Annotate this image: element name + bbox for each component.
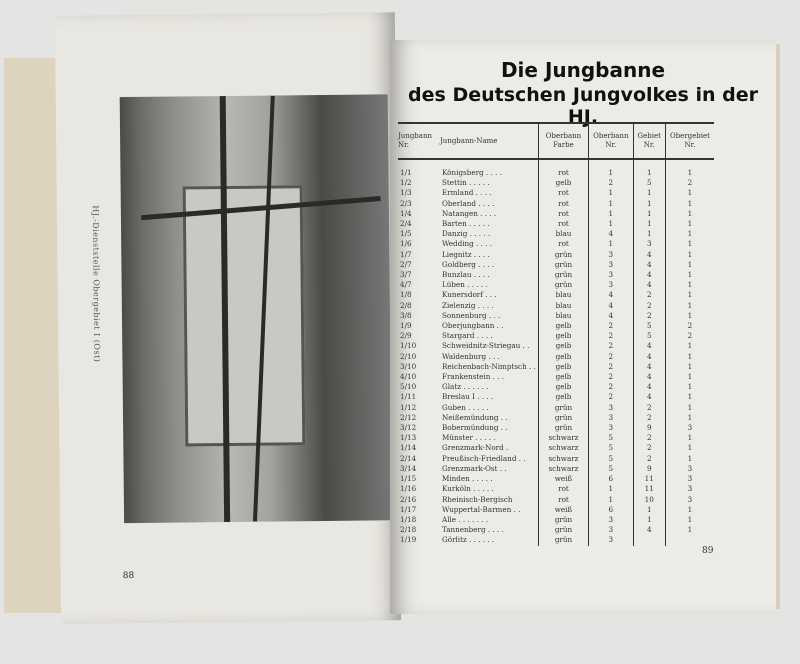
table-cell: rot (538, 219, 588, 229)
table-row (398, 341, 714, 351)
table-cell: 1/11 (400, 392, 417, 402)
table-cell: Waldenburg . . . (442, 351, 500, 361)
table-cell: 4 (589, 229, 633, 239)
table-cell: 2 (633, 403, 665, 413)
table-cell: 4/7 (400, 280, 412, 290)
table-cell: gelb (538, 392, 588, 402)
column-header: Gebiet Nr. (633, 123, 665, 159)
table-row (398, 188, 714, 198)
table-row (398, 474, 714, 484)
table-row (398, 219, 714, 229)
table-cell: 2 (589, 331, 633, 341)
table-cell: 1/19 (400, 535, 417, 545)
table-row (398, 159, 714, 178)
table-cell: 4 (589, 301, 633, 311)
table-row (398, 362, 714, 372)
table-cell: 5 (589, 454, 633, 464)
building-photo (120, 94, 392, 523)
table-cell: 4 (633, 341, 665, 351)
table-cell: 1 (665, 352, 714, 362)
table-cell: 1/18 (400, 514, 417, 524)
table-cell: 1 (665, 290, 714, 300)
table-cell: 3 (589, 413, 633, 423)
table-cell: Wuppertal-Barmen . . (442, 504, 521, 514)
table-cell: grün (538, 280, 588, 290)
table-cell: 3 (665, 464, 714, 474)
table-cell: schwarz (538, 464, 588, 474)
table-cell: 2/8 (400, 300, 412, 310)
table-cell: 2 (589, 178, 633, 188)
table-cell: 3/14 (400, 463, 417, 473)
table-row (398, 495, 714, 505)
table-cell: 1 (665, 188, 714, 198)
table-cell: 1/14 (400, 443, 417, 453)
table-cell: 4 (633, 280, 665, 290)
table-cell: 1 (665, 392, 714, 402)
table-cell: 6 (589, 474, 633, 484)
table-cell: 1/8 (400, 290, 412, 300)
page-number: 89 (702, 546, 714, 556)
table-cell: 3/8 (400, 310, 412, 320)
table-cell: 3 (589, 270, 633, 280)
table-cell: 3 (589, 423, 633, 433)
table-cell: 3 (665, 423, 714, 433)
table-cell: 3 (589, 535, 633, 545)
table-cell: 3 (665, 474, 714, 484)
table-cell: Kunersdorf . . . (442, 290, 497, 300)
table-row (398, 413, 714, 423)
table-cell: 1 (665, 280, 714, 290)
table-cell: gelb (538, 178, 588, 188)
jungbanne-table (398, 122, 714, 546)
table-cell: blau (538, 311, 588, 321)
table-cell: 2 (665, 321, 714, 331)
table-cell: rot (538, 495, 588, 505)
table-cell: 3/7 (400, 270, 412, 280)
table-cell: 2 (665, 178, 714, 188)
table-cell: Breslau I . . . . (442, 392, 494, 402)
table-cell: 10 (633, 495, 665, 505)
table-cell: 2 (633, 454, 665, 464)
table-cell: 1 (633, 515, 665, 525)
table-cell: 1 (633, 188, 665, 198)
column-header: Obergebiet Nr. (665, 123, 714, 159)
table-cell: 1 (665, 219, 714, 229)
table-cell: 1 (633, 159, 665, 178)
table-row (398, 311, 714, 321)
table-cell: 4 (589, 290, 633, 300)
table-cell: 1 (665, 382, 714, 392)
page-subtitle: des Deutschen Jungvolkes in der HJ. (408, 84, 758, 128)
table-cell: 1 (665, 413, 714, 423)
table-row (398, 280, 714, 290)
table-cell: 1 (633, 219, 665, 229)
table-row (398, 403, 714, 413)
table-cell: 4 (633, 270, 665, 280)
table-cell: 1/3 (400, 188, 412, 198)
table-cell: 11 (633, 474, 665, 484)
table-cell: 1 (665, 250, 714, 260)
table-cell: Liegnitz . . . . (442, 249, 490, 259)
table-cell: 1/16 (400, 484, 417, 494)
table-cell: 6 (589, 505, 633, 515)
table-cell: 1 (665, 454, 714, 464)
table-cell: Rheinisch-Bergisch (442, 494, 513, 504)
table-cell: 1 (589, 209, 633, 219)
table-cell: grün (538, 403, 588, 413)
table-cell: 1/17 (400, 504, 417, 514)
table-row (398, 443, 714, 453)
page-number: 88 (122, 570, 135, 582)
table-cell: 1/1 (400, 168, 412, 177)
table-cell: gelb (538, 382, 588, 392)
table-cell: 2/16 (400, 494, 417, 504)
table-cell: 1 (665, 239, 714, 249)
table-cell: rot (538, 199, 588, 209)
table-cell: grün (538, 250, 588, 260)
table-cell: 1/10 (400, 341, 417, 351)
table-cell: 1 (665, 372, 714, 382)
table-cell: Barten . . . . . (442, 219, 490, 229)
table-row (398, 464, 714, 474)
table-cell: 5 (633, 178, 665, 188)
table-cell: 3 (589, 250, 633, 260)
table-cell: 4 (633, 372, 665, 382)
table-cell: Oberland . . . . (442, 198, 495, 208)
table-cell: 1 (589, 219, 633, 229)
table-cell: grün (538, 423, 588, 433)
table-cell: gelb (538, 331, 588, 341)
table-cell: 1/7 (400, 249, 412, 259)
table-row (398, 239, 714, 249)
table-row (398, 199, 714, 209)
table-cell: grün (538, 260, 588, 270)
table-cell: 1/13 (400, 433, 417, 443)
table-cell: 1 (665, 525, 714, 535)
table-cell: 4/10 (400, 372, 417, 382)
table-cell (665, 535, 714, 545)
table-row (398, 515, 714, 525)
table-row (398, 535, 714, 545)
table-cell: 1 (633, 199, 665, 209)
table-row (398, 250, 714, 260)
table-cell: Sonnenburg . . . (442, 310, 501, 320)
table-cell: rot (538, 188, 588, 198)
table-cell: 1 (665, 159, 714, 178)
house-image (183, 185, 306, 446)
table-cell: 5 (589, 464, 633, 474)
table-cell: Reichenbach-Nimptsch . . (442, 361, 536, 371)
table-cell: gelb (538, 352, 588, 362)
table-cell: gelb (538, 321, 588, 331)
table-cell: 2 (589, 362, 633, 372)
table-cell: Königsberg . . . . (442, 168, 502, 177)
table-cell: 2 (633, 413, 665, 423)
table-cell: 1 (633, 505, 665, 515)
left-page (55, 12, 401, 624)
table-cell: 1 (665, 443, 714, 453)
table-cell: grün (538, 270, 588, 280)
table-cell: 2 (633, 443, 665, 453)
table-cell: 1/5 (400, 229, 412, 239)
table-cell: 2 (589, 321, 633, 331)
table-cell: rot (538, 239, 588, 249)
table-cell: Bunzlau . . . . (442, 270, 490, 280)
table-cell: 1/6 (400, 239, 412, 249)
table-cell: 2/7 (400, 259, 412, 269)
table-cell: 2 (633, 311, 665, 321)
table-cell: rot (538, 209, 588, 219)
table-cell: 2 (589, 341, 633, 351)
table-cell: Alle . . . . . . . (442, 514, 489, 524)
table-cell: 3 (665, 484, 714, 494)
table-cell: 2/12 (400, 412, 417, 422)
table-cell: Guben . . . . . (442, 402, 489, 412)
table-cell: 2 (633, 433, 665, 443)
table-cell: grün (538, 515, 588, 525)
table-cell: 3 (589, 525, 633, 535)
table-cell: 3 (589, 280, 633, 290)
table-cell: Oberjungbann . . (442, 321, 504, 331)
table-cell: 4 (633, 260, 665, 270)
table-row (398, 372, 714, 382)
column-header: Oberbann Farbe (538, 123, 588, 159)
table-cell: 3 (665, 495, 714, 505)
table-cell: 1 (665, 199, 714, 209)
table-cell: 1 (665, 505, 714, 515)
table-cell: 1 (665, 362, 714, 372)
table-cell: 5 (589, 443, 633, 453)
column-header: Jungbann-Name (440, 123, 538, 159)
table-cell: gelb (538, 341, 588, 351)
table-cell: 1 (589, 495, 633, 505)
table-cell: 11 (633, 484, 665, 494)
table-cell: 1 (665, 515, 714, 525)
table-cell: 1 (665, 301, 714, 311)
table-cell: 9 (633, 423, 665, 433)
table-cell: 1 (633, 229, 665, 239)
table-cell: 5 (589, 433, 633, 443)
table-cell: 1/2 (400, 178, 412, 188)
table-row (398, 352, 714, 362)
table-cell: 4 (633, 392, 665, 402)
table-cell: schwarz (538, 443, 588, 453)
table-cell: weiß (538, 505, 588, 515)
table-cell: 1/15 (400, 474, 417, 484)
table-cell: Grenzmark-Nord . (442, 443, 509, 453)
table-cell: 2/10 (400, 351, 417, 361)
table-cell: Stettin . . . . . (442, 178, 490, 188)
table-cell: Kurköln . . . . . (442, 484, 494, 494)
table-cell: 1 (633, 209, 665, 219)
table-cell: Lüben . . . . . (442, 280, 488, 290)
table-cell: Wedding . . . . (442, 239, 493, 249)
table-cell: grün (538, 413, 588, 423)
table-cell: 1 (665, 229, 714, 239)
table-cell: 3/12 (400, 423, 417, 433)
table-cell: 5/10 (400, 382, 417, 392)
table-cell: 2 (589, 382, 633, 392)
table-cell: Görlitz . . . . . . (442, 535, 495, 545)
table-cell: 2 (589, 392, 633, 402)
table-cell: Bobermündung . . (442, 423, 508, 433)
table-cell: gelb (538, 362, 588, 372)
table-cell: 1 (665, 403, 714, 413)
table-cell: weiß (538, 474, 588, 484)
table-row (398, 290, 714, 300)
table-cell: 4 (589, 311, 633, 321)
table-cell: blau (538, 290, 588, 300)
table-cell: schwarz (538, 433, 588, 443)
table-cell: 4 (633, 525, 665, 535)
table-cell: 1 (589, 484, 633, 494)
page-title: Die Jungbanne (500, 58, 666, 82)
table-cell: Frankenstein . . . (442, 372, 505, 382)
table-cell: Schweidnitz-Striegau . . (442, 341, 530, 351)
table-row (398, 209, 714, 219)
table-cell: Grenzmark-Ost . . (442, 463, 507, 473)
table-row (398, 423, 714, 433)
table-row (398, 260, 714, 270)
table-cell: Minden . . . . . (442, 474, 493, 484)
table-cell (633, 535, 665, 545)
column-header: Oberbann Nr. (589, 123, 633, 159)
table-cell: 2 (633, 290, 665, 300)
table-cell: Münster . . . . . (442, 433, 496, 443)
table-cell: 2 (665, 331, 714, 341)
table-cell: blau (538, 301, 588, 311)
table-cell: 3 (633, 239, 665, 249)
table-row (398, 229, 714, 239)
table-cell: 2 (589, 352, 633, 362)
table-cell: 1/12 (400, 402, 417, 412)
table-cell: 1 (589, 159, 633, 178)
table-cell: 5 (633, 321, 665, 331)
table-cell: 2/18 (400, 525, 417, 535)
table-row (398, 525, 714, 535)
table-row (398, 484, 714, 494)
table-cell: 1 (589, 188, 633, 198)
photo-caption: HJ.-Dienststelle Obergebiet I (Ost) (90, 205, 102, 363)
table-cell: Danzig . . . . . (442, 229, 491, 239)
table-cell: 1/4 (400, 208, 412, 218)
table-cell: 4 (633, 352, 665, 362)
table-cell: 1 (665, 260, 714, 270)
table-cell: 3 (589, 515, 633, 525)
table-cell: 2 (589, 372, 633, 382)
table-cell: Natangen . . . . (442, 208, 497, 218)
table-cell: blau (538, 229, 588, 239)
table-row (398, 392, 714, 402)
table-row (398, 270, 714, 280)
table-cell: 1 (665, 433, 714, 443)
table-cell: 1 (665, 270, 714, 280)
table-cell: grün (538, 535, 588, 545)
right-page (390, 40, 776, 614)
table-cell: 4 (633, 250, 665, 260)
table-cell: 4 (633, 362, 665, 372)
table-cell: Goldberg . . . . (442, 259, 495, 269)
table-cell: 3/10 (400, 361, 417, 371)
table-cell: 1 (589, 239, 633, 249)
table-cell: 1 (589, 199, 633, 209)
table-cell: 3 (589, 403, 633, 413)
table-cell: 4 (633, 382, 665, 392)
table-row (398, 382, 714, 392)
table-cell: Preußisch-Friedland . . (442, 453, 526, 463)
table-cell: 2/9 (400, 331, 412, 341)
table-cell: Glatz . . . . . . (442, 382, 489, 392)
table-cell: Zielenzig . . . . (442, 300, 494, 310)
table-cell: rot (538, 484, 588, 494)
table-cell: rot (538, 159, 588, 178)
table-row (398, 454, 714, 464)
table-cell: 2 (633, 301, 665, 311)
table-cell: 1 (665, 209, 714, 219)
table-cell: 2/14 (400, 453, 417, 463)
table-cell: 1 (665, 341, 714, 351)
table-cell: gelb (538, 372, 588, 382)
table-cell: Tannenberg . . . . (442, 525, 504, 535)
table-cell: 3 (589, 260, 633, 270)
table-cell: 2/4 (400, 219, 412, 229)
table-cell: Stargard . . . . (442, 331, 493, 341)
table-cell: 1/9 (400, 321, 412, 331)
table-row (398, 321, 714, 331)
table-cell: schwarz (538, 454, 588, 464)
table-row (398, 331, 714, 341)
table-cell: 5 (633, 331, 665, 341)
table-cell: grün (538, 525, 588, 535)
table-row (398, 505, 714, 515)
table-row (398, 178, 714, 188)
table-cell: 2/3 (400, 198, 412, 208)
table-cell: 9 (633, 464, 665, 474)
table-cell: Neißemündung . . (442, 412, 508, 422)
column-header: Jungbann Nr. (398, 123, 440, 159)
table-cell: 1 (665, 311, 714, 321)
table-row (398, 301, 714, 311)
table-cell: Ermland . . . . (442, 188, 492, 198)
table-row (398, 433, 714, 443)
